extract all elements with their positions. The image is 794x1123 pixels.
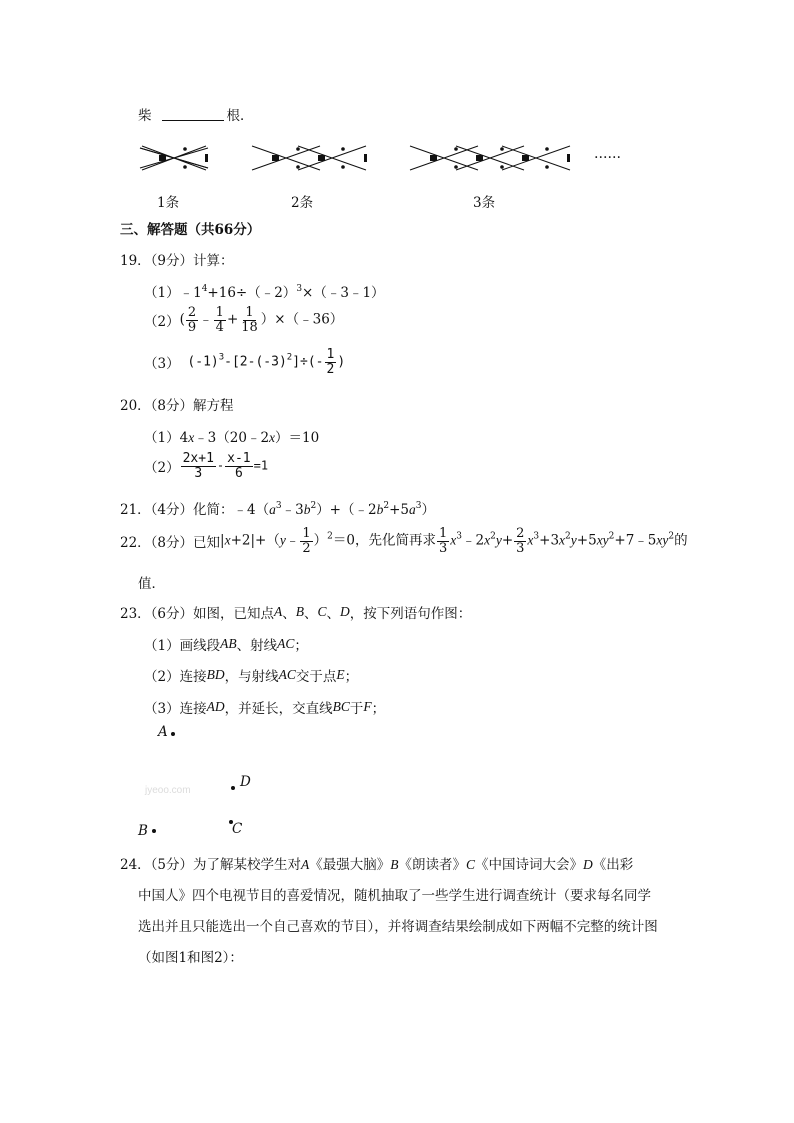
q22-head: 22．（8分）已知 bbox=[120, 535, 221, 552]
q20-p1-label: （1） bbox=[144, 430, 180, 446]
q22-expr: |x+2|+（y﹣ $\frac{1}{2}$ ）$^2$＝0，先化简再求 $\frac{1}{3}$ $x^3﹣2x^2y+$ $\frac{2}{3}$ $x^3+3x^2y+5xy^2+7﹣5xy^2$的 bbox=[220, 526, 688, 556]
figure-label-3: 3条 bbox=[473, 195, 496, 211]
q20-head: 20．（8分）解方程 bbox=[120, 398, 234, 414]
q19-p3-expr: $(-1)^3-[2-(-3)^2]\div(-$ $\frac{1}{2}$ ) bbox=[179, 347, 346, 377]
q23-p3: （3）连接 AD ，并延长，交直线 BC 于 F ； bbox=[144, 699, 386, 717]
q24-line1: 24．（5分）为了解某校学生对A《最强大脑》B《朗读者》C《中国诗词大会》D《出彩 bbox=[120, 857, 634, 873]
q20-p1 bbox=[144, 426, 319, 446]
figure-label-2: 2条 bbox=[291, 195, 314, 211]
q18-suffix: 根． bbox=[226, 108, 254, 124]
answer-blank bbox=[162, 108, 224, 121]
section-title: 三、解答题（共66分） bbox=[120, 222, 261, 238]
q23-head: 23．（6分）如图，已知点 A 、 B 、 C 、 D ，按下列语句作图： bbox=[120, 604, 472, 622]
q24-line2: 中国人》四个电视节目的喜爱情况，随机抽取了一些学生进行调查统计（要求每名同学 bbox=[138, 888, 651, 904]
watermark: jyeoo.com bbox=[145, 785, 191, 796]
q18-tail bbox=[138, 104, 254, 124]
q19-p1-expr: $﹣1^4+16\div(﹣2)^3\times(﹣3﹣1)$ bbox=[179, 284, 385, 301]
point-d-label: D bbox=[240, 774, 251, 790]
q23-p2: （2）连接 BD ，与射线 AC 交于点 E ； bbox=[144, 667, 359, 685]
q21 bbox=[120, 498, 435, 518]
q18-prefix: 柴 bbox=[138, 108, 152, 124]
q22-tail: 值． bbox=[138, 576, 165, 592]
q19-p2-label: （2） bbox=[144, 314, 180, 331]
point-b-dot bbox=[152, 829, 156, 833]
q23-p1: （1）画线段 AB 、射线 AC ； bbox=[144, 636, 308, 654]
q21-expr: $﹣4(a^3﹣3b^2)+(﹣2b^2+5a^3)$ bbox=[233, 501, 435, 518]
point-d-dot bbox=[231, 786, 235, 790]
q19-head: 19．（9分）计算： bbox=[120, 253, 234, 269]
q19-p1-label: （1） bbox=[144, 285, 180, 301]
point-a-dot bbox=[171, 732, 175, 736]
point-c-label: C bbox=[232, 821, 243, 837]
q24-line4: （如图1和图2）： bbox=[138, 950, 243, 966]
match-figure bbox=[0, 128, 794, 208]
q20-p2-expr: $\frac{2x+1}{3}$ - $\frac{x-1}{6}$ =1 bbox=[182, 451, 269, 481]
point-a-label: A bbox=[158, 724, 168, 740]
point-b-label: B bbox=[138, 823, 148, 839]
q20-p2 bbox=[144, 452, 268, 480]
figure-label-1: 1条 bbox=[157, 195, 180, 211]
q19-p2 bbox=[144, 306, 343, 334]
q19-p1 bbox=[144, 281, 385, 301]
q20-p1-expr: 4x﹣3（20﹣2x）＝10 bbox=[179, 430, 320, 446]
q19-p3 bbox=[144, 348, 345, 376]
q19-p3-label: （3） bbox=[144, 356, 180, 373]
q21-head: 21．（4分）化简： bbox=[120, 502, 234, 518]
q24-line3: 选出并且只能选出一个自己喜欢的节目），并将调查结果绘制成如下两幅不完整的统计图 bbox=[138, 919, 658, 935]
q20-p2-label: （2） bbox=[144, 460, 180, 477]
q22 bbox=[120, 527, 688, 555]
q19-p2-expr: ( $\frac{2}{9}$ ﹣ $\frac{1}{4}$ + $\frac{1}{18}$ ）×（﹣36） bbox=[179, 305, 344, 335]
figure-ellipsis: …… bbox=[594, 146, 621, 162]
